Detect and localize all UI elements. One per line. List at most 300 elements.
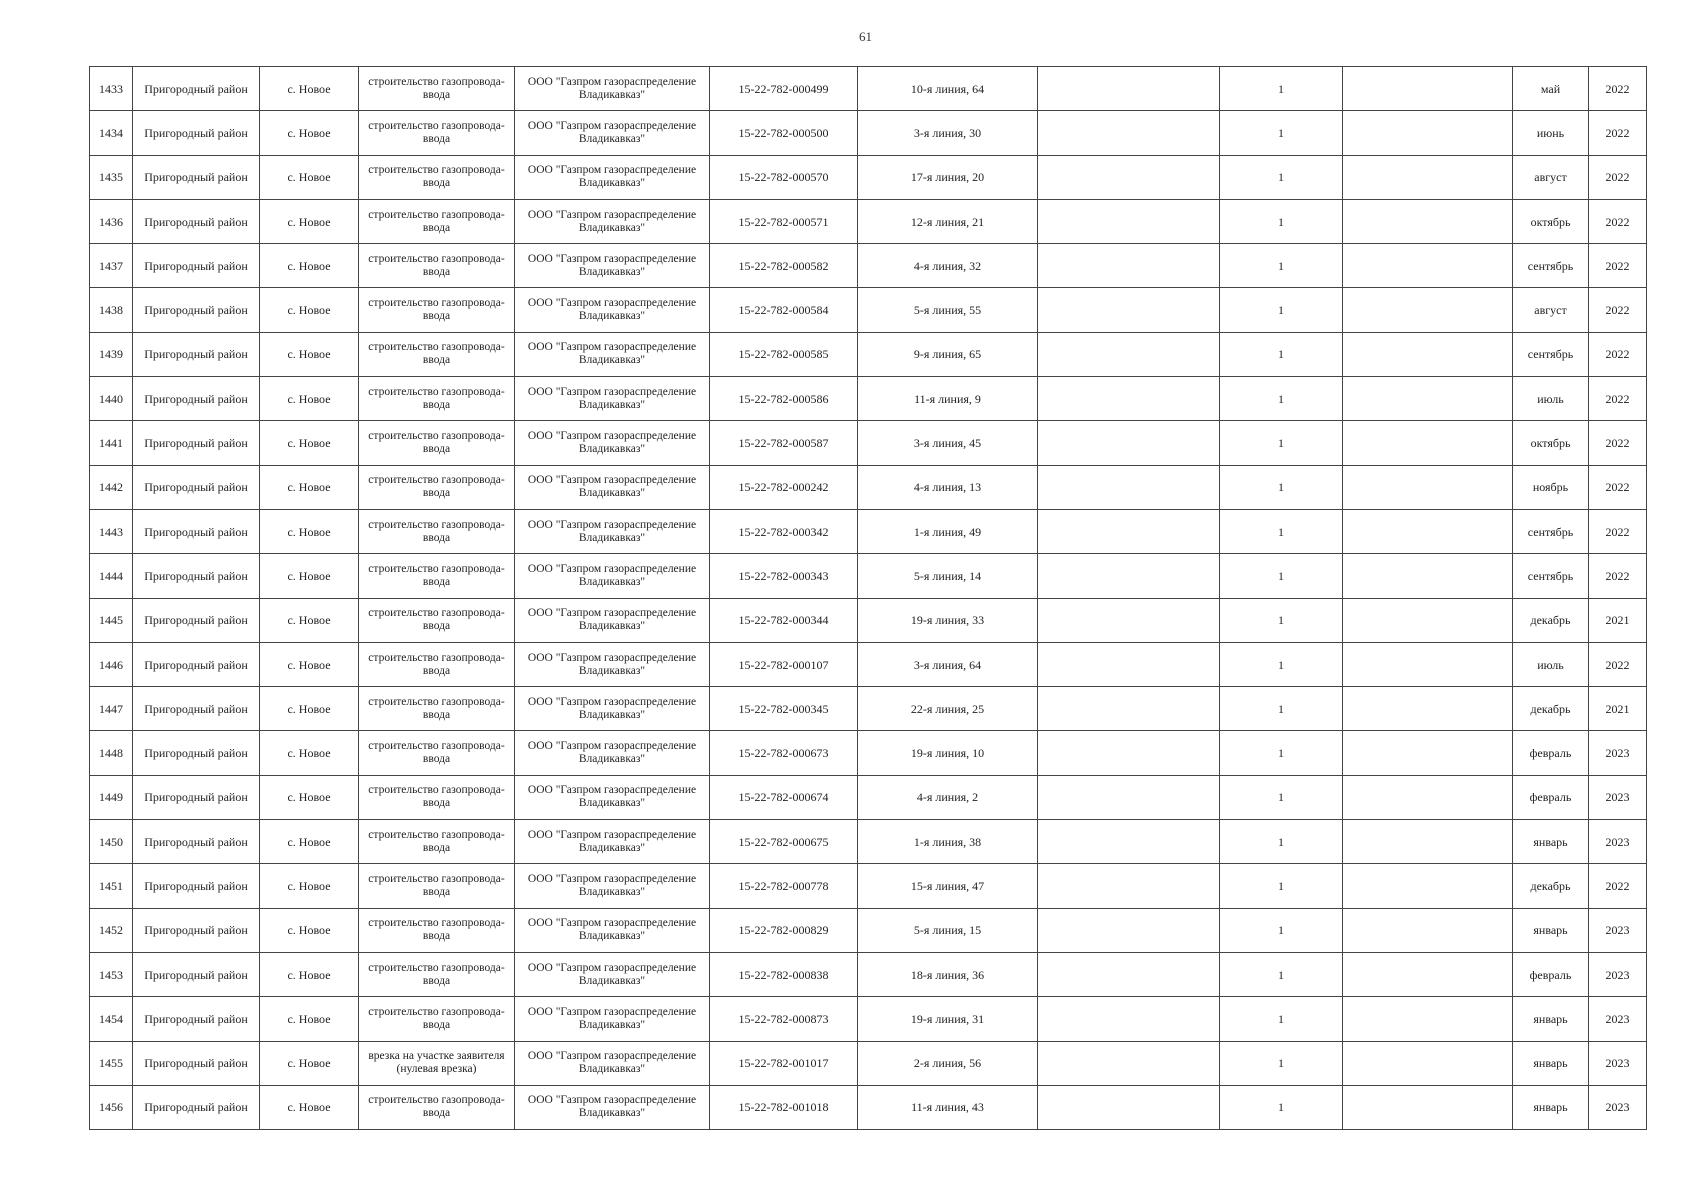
organization-cell: ООО "Газпром газораспределение Владикавказ" — [515, 731, 710, 775]
empty-cell — [1038, 199, 1220, 243]
address-cell: 4-я линия, 2 — [858, 775, 1038, 819]
organization-cell: ООО "Газпром газораспределение Владикавказ" — [515, 775, 710, 819]
empty-cell — [1038, 1085, 1220, 1129]
empty-cell — [1038, 820, 1220, 864]
data-table — [89, 66, 1647, 1130]
organization-cell: ООО "Газпром газораспределение Владикавказ" — [515, 1085, 710, 1129]
organization-cell: ООО "Газпром газораспределение Владикавказ" — [515, 377, 710, 421]
month-cell: август — [1513, 155, 1589, 199]
code-cell: 15-22-782-000242 — [710, 465, 858, 509]
year-cell: 2023 — [1589, 1041, 1647, 1085]
empty-cell — [1038, 509, 1220, 553]
quantity-cell: 1 — [1220, 554, 1343, 598]
month-cell: январь — [1513, 997, 1589, 1041]
address-cell: 19-я линия, 10 — [858, 731, 1038, 775]
row-number-cell: 1439 — [90, 332, 133, 376]
district-cell: Пригородный район — [133, 952, 260, 996]
row-number-cell: 1447 — [90, 687, 133, 731]
work-type-cell: строительство газопровода-ввода — [359, 244, 515, 288]
work-type-cell: строительство газопровода-ввода — [359, 864, 515, 908]
work-type-cell: строительство газопровода-ввода — [359, 775, 515, 819]
settlement-cell: с. Новое — [260, 509, 359, 553]
table-row — [90, 731, 1647, 775]
district-cell: Пригородный район — [133, 244, 260, 288]
empty-cell — [1343, 554, 1513, 598]
table-row — [90, 554, 1647, 598]
district-cell: Пригородный район — [133, 465, 260, 509]
work-type-cell: строительство газопровода-ввода — [359, 598, 515, 642]
empty-cell — [1038, 908, 1220, 952]
code-cell: 15-22-782-000344 — [710, 598, 858, 642]
month-cell: май — [1513, 67, 1589, 111]
quantity-cell: 1 — [1220, 155, 1343, 199]
district-cell: Пригородный район — [133, 509, 260, 553]
year-cell: 2022 — [1589, 465, 1647, 509]
work-type-cell: врезка на участке заявителя (нулевая врезка) — [359, 1041, 515, 1085]
table-row — [90, 687, 1647, 731]
district-cell: Пригородный район — [133, 554, 260, 598]
empty-cell — [1038, 598, 1220, 642]
settlement-cell: с. Новое — [260, 687, 359, 731]
code-cell: 15-22-782-000345 — [710, 687, 858, 731]
month-cell: июль — [1513, 377, 1589, 421]
code-cell: 15-22-782-000587 — [710, 421, 858, 465]
code-cell: 15-22-782-001017 — [710, 1041, 858, 1085]
work-type-cell: строительство газопровода-ввода — [359, 465, 515, 509]
code-cell: 15-22-782-000500 — [710, 111, 858, 155]
row-number-cell: 1434 — [90, 111, 133, 155]
organization-cell: ООО "Газпром газораспределение Владикавказ" — [515, 997, 710, 1041]
table-row — [90, 864, 1647, 908]
work-type-cell: строительство газопровода-ввода — [359, 377, 515, 421]
settlement-cell: с. Новое — [260, 731, 359, 775]
address-cell: 11-я линия, 9 — [858, 377, 1038, 421]
code-cell: 15-22-782-000675 — [710, 820, 858, 864]
month-cell: январь — [1513, 908, 1589, 952]
table-row — [90, 421, 1647, 465]
page-number: 61 — [859, 29, 872, 44]
code-cell: 15-22-782-000829 — [710, 908, 858, 952]
work-type-cell: строительство газопровода-ввода — [359, 908, 515, 952]
code-cell: 15-22-782-000582 — [710, 244, 858, 288]
row-number-cell: 1437 — [90, 244, 133, 288]
district-cell: Пригородный район — [133, 642, 260, 686]
settlement-cell: с. Новое — [260, 642, 359, 686]
empty-cell — [1343, 421, 1513, 465]
address-cell: 3-я линия, 30 — [858, 111, 1038, 155]
settlement-cell: с. Новое — [260, 244, 359, 288]
work-type-cell: строительство газопровода-ввода — [359, 997, 515, 1041]
organization-cell: ООО "Газпром газораспределение Владикавказ" — [515, 1041, 710, 1085]
settlement-cell: с. Новое — [260, 775, 359, 819]
month-cell: июнь — [1513, 111, 1589, 155]
organization-cell: ООО "Газпром газораспределение Владикавказ" — [515, 908, 710, 952]
district-cell: Пригородный район — [133, 820, 260, 864]
year-cell: 2022 — [1589, 111, 1647, 155]
table-row — [90, 244, 1647, 288]
empty-cell — [1038, 377, 1220, 421]
work-type-cell: строительство газопровода-ввода — [359, 111, 515, 155]
row-number-cell: 1449 — [90, 775, 133, 819]
work-type-cell: строительство газопровода-ввода — [359, 687, 515, 731]
row-number-cell: 1440 — [90, 377, 133, 421]
address-cell: 12-я линия, 21 — [858, 199, 1038, 243]
year-cell: 2023 — [1589, 731, 1647, 775]
empty-cell — [1343, 155, 1513, 199]
table-row — [90, 111, 1647, 155]
organization-cell: ООО "Газпром газораспределение Владикавказ" — [515, 244, 710, 288]
empty-cell — [1038, 687, 1220, 731]
row-number-cell: 1433 — [90, 67, 133, 111]
settlement-cell: с. Новое — [260, 997, 359, 1041]
district-cell: Пригородный район — [133, 731, 260, 775]
year-cell: 2022 — [1589, 642, 1647, 686]
year-cell: 2022 — [1589, 332, 1647, 376]
year-cell: 2022 — [1589, 67, 1647, 111]
settlement-cell: с. Новое — [260, 421, 359, 465]
row-number-cell: 1451 — [90, 864, 133, 908]
month-cell: февраль — [1513, 775, 1589, 819]
table-row — [90, 67, 1647, 111]
year-cell: 2023 — [1589, 820, 1647, 864]
empty-cell — [1343, 465, 1513, 509]
row-number-cell: 1444 — [90, 554, 133, 598]
year-cell: 2023 — [1589, 908, 1647, 952]
settlement-cell: с. Новое — [260, 465, 359, 509]
organization-cell: ООО "Газпром газораспределение Владикавказ" — [515, 687, 710, 731]
settlement-cell: с. Новое — [260, 377, 359, 421]
settlement-cell: с. Новое — [260, 952, 359, 996]
quantity-cell: 1 — [1220, 465, 1343, 509]
table-row — [90, 199, 1647, 243]
year-cell: 2022 — [1589, 554, 1647, 598]
empty-cell — [1038, 465, 1220, 509]
empty-cell — [1038, 775, 1220, 819]
row-number-cell: 1450 — [90, 820, 133, 864]
table-row — [90, 642, 1647, 686]
organization-cell: ООО "Газпром газораспределение Владикавказ" — [515, 421, 710, 465]
address-cell: 22-я линия, 25 — [858, 687, 1038, 731]
quantity-cell: 1 — [1220, 1041, 1343, 1085]
settlement-cell: с. Новое — [260, 864, 359, 908]
empty-cell — [1343, 687, 1513, 731]
organization-cell: ООО "Газпром газораспределение Владикавказ" — [515, 332, 710, 376]
organization-cell: ООО "Газпром газораспределение Владикавказ" — [515, 288, 710, 332]
table-row — [90, 155, 1647, 199]
month-cell: январь — [1513, 1041, 1589, 1085]
empty-cell — [1038, 997, 1220, 1041]
quantity-cell: 1 — [1220, 997, 1343, 1041]
year-cell: 2023 — [1589, 775, 1647, 819]
table-row — [90, 820, 1647, 864]
month-cell: сентябрь — [1513, 332, 1589, 376]
organization-cell: ООО "Газпром газораспределение Владикавказ" — [515, 67, 710, 111]
row-number-cell: 1445 — [90, 598, 133, 642]
year-cell: 2022 — [1589, 199, 1647, 243]
settlement-cell: с. Новое — [260, 820, 359, 864]
quantity-cell: 1 — [1220, 908, 1343, 952]
empty-cell — [1343, 820, 1513, 864]
table-row — [90, 288, 1647, 332]
empty-cell — [1038, 952, 1220, 996]
district-cell: Пригородный район — [133, 598, 260, 642]
quantity-cell: 1 — [1220, 820, 1343, 864]
district-cell: Пригородный район — [133, 332, 260, 376]
year-cell: 2023 — [1589, 997, 1647, 1041]
row-number-cell: 1448 — [90, 731, 133, 775]
row-number-cell: 1452 — [90, 908, 133, 952]
empty-cell — [1343, 1041, 1513, 1085]
empty-cell — [1343, 598, 1513, 642]
code-cell: 15-22-782-000342 — [710, 509, 858, 553]
quantity-cell: 1 — [1220, 598, 1343, 642]
month-cell: декабрь — [1513, 864, 1589, 908]
settlement-cell: с. Новое — [260, 67, 359, 111]
organization-cell: ООО "Газпром газораспределение Владикавказ" — [515, 465, 710, 509]
address-cell: 9-я линия, 65 — [858, 332, 1038, 376]
row-number-cell: 1455 — [90, 1041, 133, 1085]
quantity-cell: 1 — [1220, 509, 1343, 553]
district-cell: Пригородный район — [133, 111, 260, 155]
table-row — [90, 1085, 1647, 1129]
settlement-cell: с. Новое — [260, 598, 359, 642]
quantity-cell: 1 — [1220, 244, 1343, 288]
work-type-cell: строительство газопровода-ввода — [359, 731, 515, 775]
empty-cell — [1343, 997, 1513, 1041]
year-cell: 2021 — [1589, 687, 1647, 731]
district-cell: Пригородный район — [133, 67, 260, 111]
settlement-cell: с. Новое — [260, 155, 359, 199]
empty-cell — [1343, 864, 1513, 908]
empty-cell — [1343, 952, 1513, 996]
code-cell: 15-22-782-001018 — [710, 1085, 858, 1129]
code-cell: 15-22-782-000673 — [710, 731, 858, 775]
district-cell: Пригородный район — [133, 1085, 260, 1129]
organization-cell: ООО "Газпром газораспределение Владикавказ" — [515, 952, 710, 996]
code-cell: 15-22-782-000586 — [710, 377, 858, 421]
district-cell: Пригородный район — [133, 997, 260, 1041]
empty-cell — [1343, 244, 1513, 288]
month-cell: ноябрь — [1513, 465, 1589, 509]
row-number-cell: 1443 — [90, 509, 133, 553]
table-row — [90, 775, 1647, 819]
settlement-cell: с. Новое — [260, 288, 359, 332]
year-cell: 2021 — [1589, 598, 1647, 642]
address-cell: 1-я линия, 49 — [858, 509, 1038, 553]
work-type-cell: строительство газопровода-ввода — [359, 155, 515, 199]
year-cell: 2022 — [1589, 864, 1647, 908]
quantity-cell: 1 — [1220, 775, 1343, 819]
empty-cell — [1343, 908, 1513, 952]
work-type-cell: строительство газопровода-ввода — [359, 554, 515, 598]
table-row — [90, 509, 1647, 553]
quantity-cell: 1 — [1220, 111, 1343, 155]
month-cell: январь — [1513, 1085, 1589, 1129]
month-cell: декабрь — [1513, 687, 1589, 731]
settlement-cell: с. Новое — [260, 1085, 359, 1129]
row-number-cell: 1441 — [90, 421, 133, 465]
month-cell: декабрь — [1513, 598, 1589, 642]
code-cell: 15-22-782-000343 — [710, 554, 858, 598]
month-cell: сентябрь — [1513, 554, 1589, 598]
row-number-cell: 1435 — [90, 155, 133, 199]
empty-cell — [1038, 731, 1220, 775]
month-cell: январь — [1513, 820, 1589, 864]
code-cell: 15-22-782-000584 — [710, 288, 858, 332]
code-cell: 15-22-782-000107 — [710, 642, 858, 686]
empty-cell — [1343, 111, 1513, 155]
address-cell: 15-я линия, 47 — [858, 864, 1038, 908]
district-cell: Пригородный район — [133, 864, 260, 908]
settlement-cell: с. Новое — [260, 554, 359, 598]
row-number-cell: 1456 — [90, 1085, 133, 1129]
organization-cell: ООО "Газпром газораспределение Владикавказ" — [515, 598, 710, 642]
table-body — [90, 67, 1647, 1130]
empty-cell — [1038, 244, 1220, 288]
code-cell: 15-22-782-000873 — [710, 997, 858, 1041]
work-type-cell: строительство газопровода-ввода — [359, 820, 515, 864]
year-cell: 2022 — [1589, 155, 1647, 199]
address-cell: 19-я линия, 33 — [858, 598, 1038, 642]
address-cell: 10-я линия, 64 — [858, 67, 1038, 111]
row-number-cell: 1436 — [90, 199, 133, 243]
table-row — [90, 1041, 1647, 1085]
work-type-cell: строительство газопровода-ввода — [359, 288, 515, 332]
empty-cell — [1343, 67, 1513, 111]
empty-cell — [1343, 731, 1513, 775]
row-number-cell: 1442 — [90, 465, 133, 509]
organization-cell: ООО "Газпром газораспределение Владикавказ" — [515, 111, 710, 155]
organization-cell: ООО "Газпром газораспределение Владикавказ" — [515, 820, 710, 864]
address-cell: 5-я линия, 15 — [858, 908, 1038, 952]
month-cell: июль — [1513, 642, 1589, 686]
quantity-cell: 1 — [1220, 199, 1343, 243]
empty-cell — [1038, 554, 1220, 598]
code-cell: 15-22-782-000570 — [710, 155, 858, 199]
empty-cell — [1343, 509, 1513, 553]
address-cell: 3-я линия, 64 — [858, 642, 1038, 686]
empty-cell — [1038, 67, 1220, 111]
month-cell: февраль — [1513, 952, 1589, 996]
address-cell: 19-я линия, 31 — [858, 997, 1038, 1041]
code-cell: 15-22-782-000838 — [710, 952, 858, 996]
row-number-cell: 1438 — [90, 288, 133, 332]
row-number-cell: 1453 — [90, 952, 133, 996]
code-cell: 15-22-782-000571 — [710, 199, 858, 243]
quantity-cell: 1 — [1220, 1085, 1343, 1129]
district-cell: Пригородный район — [133, 908, 260, 952]
year-cell: 2022 — [1589, 288, 1647, 332]
settlement-cell: с. Новое — [260, 1041, 359, 1085]
code-cell: 15-22-782-000499 — [710, 67, 858, 111]
address-cell: 4-я линия, 32 — [858, 244, 1038, 288]
address-cell: 2-я линия, 56 — [858, 1041, 1038, 1085]
empty-cell — [1343, 332, 1513, 376]
district-cell: Пригородный район — [133, 155, 260, 199]
empty-cell — [1038, 642, 1220, 686]
year-cell: 2022 — [1589, 377, 1647, 421]
table-row — [90, 952, 1647, 996]
code-cell: 15-22-782-000585 — [710, 332, 858, 376]
table-row — [90, 908, 1647, 952]
settlement-cell: с. Новое — [260, 908, 359, 952]
empty-cell — [1343, 377, 1513, 421]
code-cell: 15-22-782-000674 — [710, 775, 858, 819]
month-cell: октябрь — [1513, 199, 1589, 243]
table-row — [90, 997, 1647, 1041]
quantity-cell: 1 — [1220, 67, 1343, 111]
row-number-cell: 1454 — [90, 997, 133, 1041]
empty-cell — [1038, 288, 1220, 332]
empty-cell — [1038, 332, 1220, 376]
empty-cell — [1038, 111, 1220, 155]
address-cell: 11-я линия, 43 — [858, 1085, 1038, 1129]
quantity-cell: 1 — [1220, 731, 1343, 775]
district-cell: Пригородный район — [133, 421, 260, 465]
organization-cell: ООО "Газпром газораспределение Владикавказ" — [515, 155, 710, 199]
address-cell: 3-я линия, 45 — [858, 421, 1038, 465]
address-cell: 1-я линия, 38 — [858, 820, 1038, 864]
settlement-cell: с. Новое — [260, 199, 359, 243]
empty-cell — [1343, 199, 1513, 243]
organization-cell: ООО "Газпром газораспределение Владикавказ" — [515, 199, 710, 243]
quantity-cell: 1 — [1220, 642, 1343, 686]
work-type-cell: строительство газопровода-ввода — [359, 1085, 515, 1129]
address-cell: 17-я линия, 20 — [858, 155, 1038, 199]
empty-cell — [1038, 1041, 1220, 1085]
table-row — [90, 332, 1647, 376]
district-cell: Пригородный район — [133, 199, 260, 243]
month-cell: август — [1513, 288, 1589, 332]
district-cell: Пригородный район — [133, 687, 260, 731]
work-type-cell: строительство газопровода-ввода — [359, 642, 515, 686]
address-cell: 4-я линия, 13 — [858, 465, 1038, 509]
work-type-cell: строительство газопровода-ввода — [359, 952, 515, 996]
district-cell: Пригородный район — [133, 288, 260, 332]
address-cell: 5-я линия, 14 — [858, 554, 1038, 598]
empty-cell — [1038, 421, 1220, 465]
quantity-cell: 1 — [1220, 687, 1343, 731]
row-number-cell: 1446 — [90, 642, 133, 686]
year-cell: 2022 — [1589, 509, 1647, 553]
table-row — [90, 377, 1647, 421]
empty-cell — [1343, 1085, 1513, 1129]
quantity-cell: 1 — [1220, 377, 1343, 421]
work-type-cell: строительство газопровода-ввода — [359, 421, 515, 465]
address-cell: 18-я линия, 36 — [858, 952, 1038, 996]
month-cell: февраль — [1513, 731, 1589, 775]
settlement-cell: с. Новое — [260, 332, 359, 376]
month-cell: сентябрь — [1513, 244, 1589, 288]
settlement-cell: с. Новое — [260, 111, 359, 155]
month-cell: сентябрь — [1513, 509, 1589, 553]
year-cell: 2023 — [1589, 1085, 1647, 1129]
work-type-cell: строительство газопровода-ввода — [359, 509, 515, 553]
quantity-cell: 1 — [1220, 332, 1343, 376]
quantity-cell: 1 — [1220, 952, 1343, 996]
empty-cell — [1343, 775, 1513, 819]
quantity-cell: 1 — [1220, 864, 1343, 908]
quantity-cell: 1 — [1220, 421, 1343, 465]
empty-cell — [1038, 864, 1220, 908]
organization-cell: ООО "Газпром газораспределение Владикавказ" — [515, 642, 710, 686]
year-cell: 2023 — [1589, 952, 1647, 996]
empty-cell — [1343, 288, 1513, 332]
table-row — [90, 465, 1647, 509]
year-cell: 2022 — [1589, 421, 1647, 465]
work-type-cell: строительство газопровода-ввода — [359, 199, 515, 243]
work-type-cell: строительство газопровода-ввода — [359, 67, 515, 111]
